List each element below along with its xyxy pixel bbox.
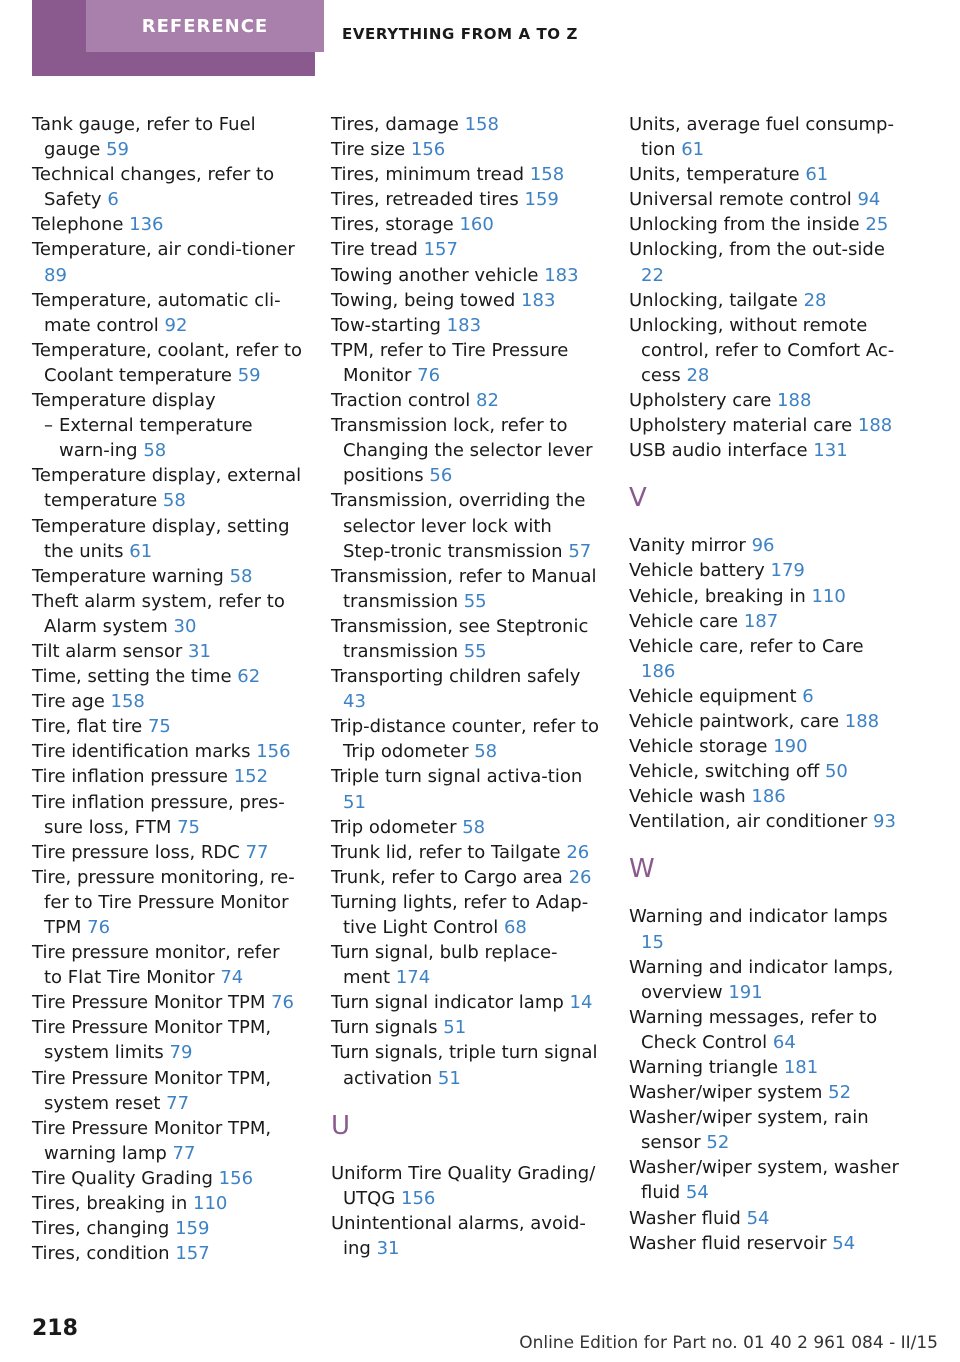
index-entry — [331, 840, 601, 865]
page-reference-link[interactable]: 157 — [423, 239, 458, 261]
index-entry-text: Vehicle storage — [629, 736, 768, 758]
index-entry-text: Unlocking from the inside — [629, 214, 860, 236]
index-entry-text: Tilt alarm sensor — [32, 640, 183, 662]
page-reference-link[interactable]: 28 — [686, 364, 710, 386]
index-entry-text: Transmission, refer to Manual transmission — [331, 565, 597, 612]
index-entry-text: Temperature, automatic cli-mate control — [32, 289, 281, 336]
index-entry-text: Towing, being towed — [331, 289, 516, 311]
index-entry — [629, 709, 899, 734]
index-entry — [32, 1166, 302, 1191]
page-reference-link[interactable]: 75 — [177, 816, 201, 838]
index-entry-text: Transmission, see Steptronic transmission — [331, 615, 589, 662]
index-entry — [629, 162, 899, 187]
page-reference-link[interactable]: 77 — [245, 841, 269, 863]
page-reference-link[interactable]: 51 — [343, 791, 366, 813]
page-reference-link[interactable]: 26 — [566, 841, 590, 863]
index-entry — [629, 1105, 899, 1155]
index-entry — [629, 1231, 899, 1256]
index-entry-text: Tires, retreaded tires — [331, 189, 519, 211]
page-reference-link[interactable]: 28 — [803, 289, 827, 311]
index-entry-text: Tire pressure loss, RDC — [32, 841, 240, 863]
page-reference-link[interactable]: 75 — [147, 716, 171, 738]
page-reference-link[interactable]: 89 — [44, 264, 67, 286]
page-reference-link[interactable]: 50 — [824, 761, 848, 783]
index-entry-text: Units, average fuel consump-tion — [629, 114, 894, 161]
page-reference-link[interactable]: 6 — [802, 685, 814, 707]
page-reference-link[interactable]: 62 — [237, 666, 261, 688]
page-reference-link[interactable]: 152 — [233, 766, 269, 788]
index-entry-text: Washer/wiper system, rain sensor — [629, 1107, 869, 1154]
index-entry-text: Transmission, overriding the selector lever lock with Step-tronic transmission — [331, 490, 586, 562]
index-entry — [331, 137, 601, 162]
index-entry — [331, 263, 601, 288]
index-entry — [629, 533, 899, 558]
index-subentry — [32, 413, 302, 463]
page-reference-link[interactable]: 51 — [437, 1067, 461, 1089]
index-entry-text: Tire, flat tire — [32, 716, 143, 738]
page-reference-link[interactable]: 14 — [569, 992, 593, 1014]
index-entry-text: Tires, breaking in — [32, 1193, 188, 1215]
index-entry — [331, 237, 601, 262]
index-entry — [32, 664, 302, 689]
index-section-letter: V — [629, 483, 647, 514]
page-reference-link[interactable]: 76 — [417, 364, 441, 386]
index-entry-text: Upholstery material care — [629, 415, 853, 437]
page-reference-link[interactable]: 52 — [706, 1132, 730, 1154]
index-entry — [32, 112, 302, 162]
page-reference-link[interactable]: 77 — [166, 1092, 190, 1114]
index-entry-text: Tire Quality Grading — [32, 1167, 213, 1189]
index-entry — [629, 734, 899, 759]
index-entry — [331, 865, 601, 890]
index-entry — [629, 1080, 899, 1105]
index-entry — [331, 212, 601, 237]
index-entry-text: Tank gauge, refer to Fuel gauge — [32, 114, 256, 161]
page-header-title: EVERYTHING FROM A TO Z — [342, 25, 578, 43]
subentry-dash: – — [44, 415, 53, 437]
header-tab — [32, 0, 315, 76]
index-entry — [32, 212, 302, 237]
index-entry-text: Tire Pressure Monitor TPM, warning lamp — [32, 1117, 272, 1164]
index-entry-text: Warning triangle — [629, 1057, 779, 1078]
index-entry-text: Time, setting the time — [32, 666, 232, 688]
index-entry — [629, 313, 899, 388]
index-entry-text: Tow-starting — [331, 314, 441, 336]
page-reference-link[interactable]: 30 — [173, 615, 197, 637]
page-reference-link[interactable]: 6 — [107, 189, 119, 211]
page-reference-link[interactable]: 43 — [343, 691, 366, 713]
index-entry — [32, 764, 302, 789]
index-column-3 — [629, 112, 899, 1256]
page-reference-link[interactable]: 61 — [129, 540, 153, 562]
index-entry — [32, 1216, 302, 1241]
index-entry — [32, 463, 302, 513]
index-entry — [629, 1055, 899, 1080]
page-reference-link[interactable]: 55 — [463, 640, 487, 662]
index-entry-text: Temperature display, external temperature — [32, 465, 302, 512]
page-reference-link[interactable]: 93 — [873, 811, 896, 833]
index-section-letter: U — [331, 1110, 351, 1141]
page-reference-link[interactable]: 160 — [459, 214, 494, 236]
index-entry — [331, 764, 601, 814]
index-entry-text: Tire identification marks — [32, 741, 251, 763]
index-entry-text: USB audio interface — [629, 440, 808, 462]
page-reference-link[interactable]: 54 — [832, 1232, 856, 1254]
page-reference-link[interactable]: 77 — [172, 1142, 196, 1164]
index-entry — [331, 187, 601, 212]
index-entry — [32, 1066, 302, 1116]
index-entry — [629, 212, 899, 237]
index-entry-text: Vehicle, switching off — [629, 761, 820, 783]
page-reference-link[interactable]: 57 — [568, 540, 592, 562]
index-entry — [629, 1005, 899, 1055]
index-entry-text: TPM, refer to Tire Pressure Monitor — [331, 339, 569, 386]
index-entry — [32, 940, 302, 990]
index-entry — [32, 237, 302, 287]
page-reference-link[interactable]: 55 — [463, 590, 487, 612]
index-entry — [629, 904, 899, 954]
page-reference-link[interactable]: 76 — [87, 917, 111, 938]
index-entry — [629, 955, 899, 1005]
page-reference-link[interactable]: 59 — [237, 364, 261, 386]
index-entry — [32, 990, 302, 1015]
index-entry-text: Uniform Tire Quality Grading/ UTQG — [331, 1162, 596, 1209]
index-entry — [331, 664, 601, 714]
page-reference-link[interactable]: 54 — [685, 1182, 709, 1204]
index-entry-text: Vehicle wash — [629, 786, 746, 808]
page-reference-link[interactable]: 110 — [193, 1193, 228, 1215]
index-entry-text: Unintentional alarms, avoid-ing — [331, 1212, 586, 1259]
index-entry-text: Vehicle care, refer to Care — [629, 635, 864, 657]
index-entry-text: Tire pressure monitor, refer to Flat Tire Monitor — [32, 942, 280, 989]
index-column-1 — [32, 112, 302, 1266]
index-entry — [32, 840, 302, 865]
page-reference-link[interactable]: 58 — [229, 565, 253, 587]
index-entry-text: Trunk lid, refer to Tailgate — [331, 841, 561, 863]
index-entry-text: Washer/wiper system — [629, 1082, 823, 1104]
index-entry — [331, 488, 601, 563]
index-entry-text: Towing another vehicle — [331, 264, 539, 286]
index-entry — [32, 1241, 302, 1266]
index-entry-text: Turn signal, bulb replace-ment — [331, 942, 558, 989]
page-reference-link[interactable]: 58 — [474, 741, 498, 763]
index-entry-text: Turn signal indicator lamp — [331, 992, 564, 1014]
index-entry — [629, 584, 899, 609]
index-entry-text: Warning and indicator lamps — [629, 906, 888, 928]
page-reference-link[interactable]: 76 — [271, 992, 294, 1014]
page-reference-link[interactable]: 183 — [521, 289, 556, 311]
index-entry — [331, 338, 601, 388]
index-entry-text: Tire, pressure monitoring, re-fer to Tire Pressure Monitor TPM — [32, 866, 295, 938]
index-entry — [331, 1161, 601, 1211]
page-reference-link[interactable]: 156 — [218, 1167, 254, 1189]
page-reference-link[interactable]: 110 — [811, 585, 846, 607]
page-reference-link[interactable]: 136 — [129, 214, 164, 236]
page-reference-link[interactable]: 52 — [828, 1082, 852, 1104]
index-entry-text: Triple turn signal activa-tion — [331, 766, 583, 788]
index-entry — [629, 413, 899, 438]
page-reference-link[interactable]: 25 — [865, 214, 889, 236]
footer-edition: Online Edition for Part no. 01 40 2 961 084 - II/15 — [519, 1333, 938, 1353]
index-entry — [32, 1191, 302, 1216]
index-entry — [32, 162, 302, 212]
index-entry — [32, 714, 302, 739]
index-entry — [32, 514, 302, 564]
page-reference-link[interactable]: 56 — [429, 465, 453, 487]
index-entry — [629, 809, 899, 834]
index-entry-text: Tire size — [331, 139, 406, 161]
index-entry — [32, 739, 302, 764]
index-entry-text: Turn signals — [331, 1017, 438, 1039]
index-entry-text: Tire inflation pressure — [32, 766, 228, 788]
index-entry-text: Temperature warning — [32, 565, 224, 587]
index-entry — [331, 815, 601, 840]
index-entry-text: Unlocking, tailgate — [629, 289, 798, 311]
index-entry-text: Turning lights, refer to Adap-tive Light Control — [331, 891, 589, 938]
page-reference-link[interactable]: 79 — [169, 1042, 193, 1064]
page-reference-link[interactable]: 190 — [773, 736, 808, 758]
index-entry-text: Unlocking, from the out-side — [629, 239, 885, 261]
index-entry — [331, 714, 601, 764]
index-entry-text: Vehicle equipment — [629, 685, 797, 707]
page-reference-link[interactable]: 59 — [106, 139, 130, 161]
page-reference-link[interactable]: 15 — [641, 931, 664, 953]
index-entry-text: Tire inflation pressure, pres-sure loss, FTM — [32, 791, 285, 838]
index-entry — [629, 684, 899, 709]
index-entry-text: Temperature display, setting the units — [32, 515, 290, 562]
index-entry — [32, 1116, 302, 1166]
page-reference-link[interactable]: 186 — [641, 660, 676, 682]
page-reference-link[interactable]: 188 — [844, 710, 880, 732]
index-entry — [32, 589, 302, 639]
page-reference-link[interactable]: 158 — [464, 114, 499, 135]
index-entry-text: External temperature warn-ing — [59, 415, 253, 462]
index-section-letter: W — [629, 854, 655, 885]
index-entry — [629, 388, 899, 413]
page-reference-link[interactable]: 188 — [857, 415, 893, 437]
index-entry — [629, 112, 899, 162]
page-reference-link[interactable]: 181 — [783, 1057, 819, 1078]
index-entry-text: Unlocking, without remote control, refer to Comfort Ac-cess — [629, 314, 895, 386]
index-entry — [331, 564, 601, 614]
page-reference-link[interactable]: 156 — [401, 1187, 436, 1209]
index-entry-text: Temperature, air condi-tioner — [32, 239, 295, 261]
section-tab-label: REFERENCE — [86, 0, 324, 52]
index-entry — [32, 689, 302, 714]
page-reference-link[interactable]: 58 — [162, 490, 186, 512]
index-entry — [331, 313, 601, 338]
page-reference-link[interactable]: 68 — [503, 917, 527, 938]
index-entry-text: Trunk, refer to Cargo area — [331, 866, 563, 888]
page-number: 218 — [32, 1316, 78, 1341]
index-entry — [629, 288, 899, 313]
page-reference-link[interactable]: 158 — [529, 164, 565, 186]
page-reference-link[interactable]: 61 — [681, 139, 705, 161]
index-entry — [32, 865, 302, 940]
index-entry — [331, 112, 601, 137]
index-entry-text: Warning messages, refer to Check Control — [629, 1006, 878, 1053]
page-reference-link[interactable]: 82 — [476, 390, 499, 412]
page-reference-link[interactable]: 51 — [443, 1017, 467, 1039]
page-reference-link[interactable]: 26 — [568, 866, 592, 888]
page-reference-link[interactable]: 191 — [728, 981, 763, 1003]
index-entry-text: Tire Pressure Monitor TPM, system reset — [32, 1067, 272, 1114]
index-entry-text: Universal remote control — [629, 189, 852, 211]
index-entry-text: Transporting children safely — [331, 666, 581, 688]
index-entry — [32, 288, 302, 338]
index-entry — [629, 237, 899, 287]
page-reference-link[interactable]: 156 — [410, 139, 446, 161]
page-reference-link[interactable]: 74 — [220, 967, 244, 989]
index-entry-text: Vanity mirror — [629, 535, 746, 557]
index-entry-text: Tires, damage — [331, 114, 459, 135]
index-entry-text: Vehicle battery — [629, 560, 765, 582]
page-reference-link[interactable]: 174 — [395, 967, 431, 989]
index-entry — [331, 1040, 601, 1090]
index-entry-text: Transmission lock, refer to Changing the selector lever positions — [331, 415, 593, 487]
index-entry — [629, 1206, 899, 1231]
index-entry-text: Ventilation, air conditioner — [629, 811, 868, 833]
index-entry-text: Trip odometer — [331, 816, 457, 838]
page-reference-link[interactable]: 179 — [770, 560, 805, 582]
page-reference-link[interactable]: 183 — [446, 314, 482, 336]
page-reference-link[interactable]: 58 — [462, 816, 486, 838]
index-entry — [331, 614, 601, 664]
page-reference-link[interactable]: 94 — [857, 189, 881, 211]
page-reference-link[interactable]: 187 — [743, 610, 779, 632]
index-entry-text: Turn signals, triple turn signal activation — [331, 1042, 598, 1089]
index-entry — [331, 990, 601, 1015]
index-entry-text: Washer fluid reservoir — [629, 1232, 827, 1254]
page-reference-link[interactable]: 31 — [376, 1237, 400, 1259]
index-entry-text: Tires, minimum tread — [331, 164, 525, 186]
index-entry — [629, 759, 899, 784]
page-reference-link[interactable]: 61 — [805, 164, 829, 186]
index-entry-text: Technical changes, refer to Safety — [32, 164, 275, 211]
index-entry — [331, 1211, 601, 1261]
index-entry — [32, 388, 302, 413]
page-reference-link[interactable]: 183 — [544, 264, 579, 286]
index-entry-text: Warning and indicator lamps, overview — [629, 956, 894, 1003]
page-reference-link[interactable]: 131 — [813, 440, 848, 462]
index-entry-text: Vehicle paintwork, care — [629, 710, 840, 732]
index-entry-text: Tire age — [32, 691, 105, 713]
index-entry-text: Tire Pressure Monitor TPM, system limits — [32, 1017, 272, 1064]
page-reference-link[interactable]: 64 — [772, 1031, 796, 1053]
index-entry — [32, 338, 302, 388]
index-entry-text: Traction control — [331, 390, 471, 412]
index-entry — [629, 1155, 899, 1205]
index-entry-text: Trip-distance counter, refer to Trip odometer — [331, 716, 600, 763]
index-entry-text: Upholstery care — [629, 390, 772, 412]
index-entry — [629, 558, 899, 583]
page-reference-link[interactable]: 186 — [751, 786, 786, 808]
index-column-2 — [331, 112, 601, 1261]
index-entry-text: Units, temperature — [629, 164, 800, 186]
page-reference-link[interactable]: 159 — [175, 1218, 210, 1240]
page-reference-link[interactable]: 188 — [777, 390, 812, 412]
index-entry-text: Vehicle, breaking in — [629, 585, 806, 607]
index-entry-text: Theft alarm system, refer to Alarm system — [32, 590, 285, 637]
page-reference-link[interactable]: 157 — [175, 1243, 210, 1265]
page-reference-link[interactable]: 159 — [524, 189, 559, 211]
page-reference-link[interactable]: 58 — [143, 440, 167, 462]
page-reference-link[interactable]: 158 — [110, 691, 145, 713]
index-entry — [629, 784, 899, 809]
page-reference-link[interactable]: 31 — [188, 640, 211, 662]
index-entry — [331, 162, 601, 187]
index-entry-text: Telephone — [32, 214, 124, 236]
index-entry — [32, 790, 302, 840]
index-entry-text: Tire tread — [331, 239, 418, 261]
index-entry-text: Washer/wiper system, washer fluid — [629, 1157, 899, 1204]
index-entry-text: Tire Pressure Monitor TPM — [32, 992, 266, 1014]
index-entry — [331, 413, 601, 488]
page-reference-link[interactable]: 156 — [256, 741, 291, 763]
index-entry — [629, 438, 899, 463]
index-entry-text: Tires, changing — [32, 1218, 170, 1240]
index-entry — [32, 1015, 302, 1065]
index-entry-text: Vehicle care — [629, 610, 739, 632]
index-entry — [331, 940, 601, 990]
page-reference-link[interactable]: 92 — [164, 314, 188, 336]
page-reference-link[interactable]: 96 — [751, 535, 775, 557]
index-entry — [629, 187, 899, 212]
index-entry-text: Washer fluid — [629, 1207, 741, 1229]
index-entry — [331, 388, 601, 413]
page-reference-link[interactable]: 22 — [641, 264, 664, 286]
index-entry — [629, 634, 899, 684]
index-entry — [331, 890, 601, 940]
index-entry — [331, 1015, 601, 1040]
index-entry-text: Temperature display — [32, 390, 216, 412]
index-entry — [331, 288, 601, 313]
index-entry — [32, 639, 302, 664]
index-entry-text: Temperature, coolant, refer to Coolant temperature — [32, 339, 303, 386]
index-entry-text: Tires, storage — [331, 214, 454, 236]
page-reference-link[interactable]: 54 — [746, 1207, 770, 1229]
index-entry — [629, 609, 899, 634]
index-entry — [32, 564, 302, 589]
index-entry-text: Tires, condition — [32, 1243, 170, 1265]
